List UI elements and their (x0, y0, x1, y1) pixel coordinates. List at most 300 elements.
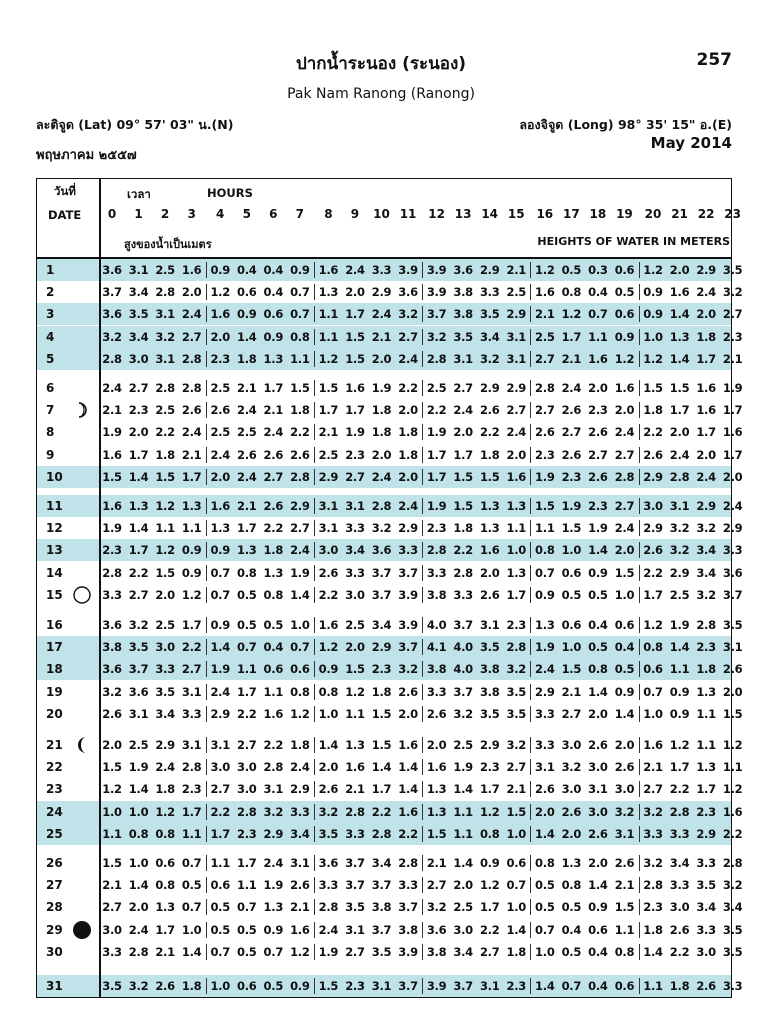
tide-height: 0.4 (263, 263, 284, 277)
tide-height: 0.5 (535, 900, 555, 915)
tide-height: 1.7 (722, 403, 743, 418)
tide-height: 3.4 (155, 706, 175, 721)
tide-height: 0.4 (588, 979, 608, 993)
tide-height: 0.9 (669, 684, 690, 699)
hour-group-separator (206, 498, 207, 514)
tide-height: 1.5 (561, 662, 582, 677)
tide-height: 1.9 (426, 425, 447, 440)
tide-height: 2.6 (561, 804, 582, 819)
tide-height: 2.7 (102, 900, 122, 915)
tide-height: 0.6 (561, 618, 582, 632)
tide-height: 1.2 (318, 640, 339, 655)
tide-height: 1.6 (318, 263, 339, 277)
tide-height: 2.1 (506, 782, 526, 797)
tide-height: 1.8 (696, 329, 716, 344)
hour-group-separator (422, 922, 423, 938)
tide-height: 3.5 (722, 944, 743, 959)
tide-height: 0.4 (588, 944, 608, 959)
hour-label: 8 (324, 207, 333, 221)
tide-height: 1.1 (696, 738, 716, 752)
hour-group-separator (639, 617, 640, 633)
tide-height: 1.2 (643, 351, 663, 366)
day-number: 9 (46, 447, 55, 462)
day-number: 2 (46, 285, 55, 300)
tide-height: 3.3 (102, 944, 122, 959)
tide-height: 2.9 (479, 381, 500, 395)
tide-height: 3.3 (696, 856, 716, 870)
hour-group-separator (422, 447, 423, 463)
tide-height: 2.6 (561, 447, 582, 462)
tide-height: 2.5 (506, 285, 526, 300)
tide-height: 2.0 (426, 738, 447, 752)
tide-height: 2.2 (237, 706, 257, 721)
tide-height: 3.2 (155, 329, 175, 344)
hour-group-separator (422, 262, 423, 278)
tide-height: 1.8 (669, 979, 690, 993)
tide-height: 2.4 (614, 521, 635, 536)
hour-group-separator (422, 826, 423, 842)
tide-height: 2.4 (398, 499, 418, 513)
tide-height: 2.6 (643, 543, 663, 558)
tide-height: 2.0 (398, 403, 418, 418)
new-moon-icon (72, 920, 92, 940)
tide-height: 1.2 (614, 351, 635, 366)
hour-group-separator (422, 306, 423, 322)
tide-height: 0.6 (588, 922, 608, 937)
tide-height: 3.6 (102, 307, 122, 322)
tide-height: 1.7 (181, 469, 202, 484)
tide-height: 2.8 (181, 381, 202, 395)
tide-height: 0.7 (535, 922, 555, 937)
tide-height: 1.7 (237, 521, 257, 536)
tide-height: 1.0 (318, 706, 339, 721)
tide-height: 3.0 (155, 640, 175, 655)
tide-height: 2.9 (290, 782, 310, 797)
tide-height: 2.5 (669, 587, 690, 602)
tide-height: 3.5 (371, 944, 392, 959)
tide-height: 1.9 (128, 760, 149, 775)
tide-height: 1.2 (318, 351, 339, 366)
tide-height: 1.2 (479, 878, 500, 893)
tide-height: 2.2 (371, 804, 392, 819)
hour-group-separator (206, 380, 207, 396)
tide-height: 1.5 (614, 565, 635, 580)
tide-height: 1.9 (588, 521, 608, 536)
tide-height: 0.9 (290, 263, 310, 277)
tide-height: 2.6 (588, 425, 608, 440)
tide-height: 2.9 (696, 826, 716, 841)
tide-height: 0.7 (535, 565, 555, 580)
tide-height: 2.7 (128, 587, 149, 602)
tide-height: 0.9 (643, 285, 663, 300)
tide-height: 1.1 (669, 662, 690, 677)
tide-height: 3.2 (669, 521, 690, 536)
tide-height: 2.1 (237, 381, 257, 395)
tide-height: 2.2 (263, 521, 284, 536)
tide-height: 3.2 (696, 521, 716, 536)
tide-height: 0.5 (535, 878, 555, 893)
hour-group-separator (422, 351, 423, 367)
header-divider (36, 257, 732, 259)
tide-height: 3.7 (371, 587, 392, 602)
tide-height: 2.4 (371, 307, 392, 322)
day-number: 5 (46, 351, 55, 366)
tide-height: 2.7 (722, 307, 743, 322)
hour-label: 12 (428, 207, 445, 221)
tide-height: 1.4 (210, 640, 230, 655)
tide-height: 1.4 (588, 878, 608, 893)
tide-height: 2.5 (426, 381, 447, 395)
tide-height: 2.2 (426, 403, 447, 418)
tide-height: 2.8 (345, 804, 365, 819)
hour-group-separator (206, 617, 207, 633)
tide-height: 1.3 (318, 285, 339, 300)
tide-height: 2.6 (398, 684, 418, 699)
tide-height: 3.1 (155, 351, 175, 366)
tide-height: 2.9 (722, 521, 743, 536)
tide-height: 3.9 (398, 263, 418, 277)
tide-height: 0.6 (561, 565, 582, 580)
tide-height: 1.3 (426, 804, 447, 819)
tide-height: 0.5 (181, 878, 202, 893)
tide-height: 1.6 (102, 447, 122, 462)
tide-height: 1.5 (155, 469, 175, 484)
tide-height: 2.0 (588, 706, 608, 721)
tide-height: 0.5 (263, 618, 284, 632)
tide-height: 1.1 (181, 826, 202, 841)
tide-height: 3.4 (371, 856, 392, 870)
tide-height: 0.9 (479, 856, 500, 870)
hour-group-separator (639, 329, 640, 345)
tide-height: 2.4 (290, 543, 310, 558)
tide-height: 3.1 (345, 499, 365, 513)
tide-height: 1.2 (643, 618, 663, 632)
tide-height: 0.5 (237, 922, 257, 937)
tide-height: 1.6 (263, 706, 284, 721)
tide-height: 1.2 (290, 706, 310, 721)
day-number: 28 (46, 900, 63, 915)
tide-height: 2.4 (102, 381, 122, 395)
tide-height: 1.0 (561, 640, 582, 655)
tide-height: 1.9 (535, 469, 555, 484)
tide-height: 2.7 (506, 760, 526, 775)
tide-height: 3.5 (128, 307, 149, 322)
hour-group-separator (206, 978, 207, 994)
tide-height: 3.5 (479, 640, 500, 655)
tide-height: 3.3 (398, 543, 418, 558)
hour-group-separator (314, 877, 315, 893)
tide-height: 1.8 (371, 684, 392, 699)
tide-height: 2.6 (290, 878, 310, 893)
tide-height: 1.3 (181, 499, 202, 513)
tide-height: 1.5 (453, 499, 473, 513)
tide-height: 1.1 (318, 329, 339, 344)
tide-height: 3.2 (398, 307, 418, 322)
tide-height: 2.3 (588, 403, 608, 418)
tide-height: 1.7 (506, 587, 526, 602)
hour-label: 19 (616, 207, 633, 221)
tide-height: 2.6 (561, 403, 582, 418)
tide-height: 3.3 (155, 662, 175, 677)
tide-height: 2.3 (535, 447, 555, 462)
hour-label: 13 (454, 207, 472, 221)
tide-height: 2.9 (318, 469, 339, 484)
tide-height: 0.6 (290, 662, 310, 677)
tide-height: 1.2 (155, 499, 175, 513)
tide-height: 1.2 (181, 587, 202, 602)
tide-height: 1.7 (237, 856, 257, 870)
tide-height: 0.7 (181, 856, 202, 870)
tide-height: 2.0 (614, 543, 635, 558)
latitude: ละติจูด (Lat) 09° 57' 03" น.(N) (36, 117, 234, 132)
tide-height: 0.8 (561, 878, 582, 893)
hour-label: 17 (562, 207, 580, 221)
tide-height: 1.0 (181, 922, 202, 937)
tide-height: 2.0 (588, 856, 608, 870)
tide-height: 0.4 (588, 285, 608, 300)
tide-height: 1.2 (155, 804, 175, 819)
tide-height: 2.1 (561, 684, 582, 699)
tide-height: 2.8 (155, 381, 175, 395)
hour-group-separator (530, 402, 531, 418)
tide-height: 3.7 (371, 878, 392, 893)
tide-height: 3.3 (318, 878, 339, 893)
tide-height: 1.1 (155, 521, 175, 536)
tide-height: 2.4 (371, 469, 392, 484)
tide-height: 1.2 (722, 782, 743, 797)
tide-height: 3.1 (181, 738, 202, 752)
hour-group-separator (314, 587, 315, 603)
tide-height: 3.0 (588, 804, 608, 819)
tide-height: 2.1 (614, 878, 635, 893)
tide-height: 1.5 (371, 738, 392, 752)
tide-height: 2.7 (561, 425, 582, 440)
tide-height: 3.0 (561, 738, 582, 752)
hour-group-separator (314, 826, 315, 842)
tide-height: 1.5 (614, 900, 635, 915)
tide-height: 0.7 (561, 979, 582, 993)
tide-height: 0.9 (263, 922, 284, 937)
hour-group-separator (422, 469, 423, 485)
tide-height: 0.7 (237, 640, 257, 655)
tide-height: 2.7 (479, 944, 500, 959)
tide-height: 2.0 (722, 469, 743, 484)
tide-height: 1.5 (453, 469, 473, 484)
tide-height: 1.0 (643, 329, 663, 344)
hour-group-separator (314, 617, 315, 633)
tide-height: 0.9 (210, 543, 230, 558)
tide-height: 3.9 (398, 587, 418, 602)
tide-height: 1.5 (426, 826, 447, 841)
tide-height: 1.7 (479, 900, 500, 915)
tide-height: 1.9 (722, 381, 743, 395)
tide-height: 3.9 (398, 618, 418, 632)
tide-height: 1.2 (210, 285, 230, 300)
hour-group-separator (639, 306, 640, 322)
tide-height: 1.8 (181, 979, 202, 993)
tide-height: 3.5 (506, 706, 526, 721)
day-number: 24 (46, 804, 63, 819)
tide-height: 1.6 (696, 381, 716, 395)
tide-height: 3.1 (614, 826, 635, 841)
hour-group-separator (314, 447, 315, 463)
tide-height: 1.6 (722, 425, 743, 440)
hours-header: HOURS (207, 186, 253, 200)
tide-height: 2.2 (669, 944, 690, 959)
tide-height: 3.5 (345, 900, 365, 915)
tide-height: 0.6 (237, 285, 257, 300)
day-number: 4 (46, 329, 55, 344)
tide-height: 0.8 (263, 587, 284, 602)
tide-height: 3.3 (722, 543, 743, 558)
tide-height: 3.2 (426, 900, 447, 915)
tide-height: 0.6 (643, 662, 663, 677)
tide-height: 1.8 (506, 944, 526, 959)
tide-height: 0.7 (290, 307, 310, 322)
tide-height: 1.8 (398, 425, 418, 440)
tide-height: 3.0 (669, 900, 690, 915)
hour-group-separator (314, 661, 315, 677)
hour-group-separator (422, 329, 423, 345)
hour-group-separator (206, 706, 207, 722)
tide-height: 0.9 (669, 706, 690, 721)
tide-height: 2.8 (128, 944, 149, 959)
tide-height: 3.2 (479, 351, 500, 366)
tide-height: 0.8 (237, 565, 257, 580)
tide-height: 3.7 (453, 979, 473, 993)
tide-height: 2.1 (237, 499, 257, 513)
day-header-thai: วันที่ (54, 184, 76, 198)
tide-height: 1.9 (263, 878, 284, 893)
hour-group-separator (206, 899, 207, 915)
tide-height: 2.4 (722, 499, 743, 513)
tide-height: 2.3 (506, 979, 526, 993)
hour-label: 21 (671, 207, 688, 221)
tide-height: 3.6 (318, 856, 339, 870)
tide-height: 1.8 (398, 447, 418, 462)
hour-group-separator (639, 978, 640, 994)
tide-height: 0.7 (588, 307, 608, 322)
day-number: 26 (46, 856, 63, 870)
tide-height: 2.7 (345, 944, 365, 959)
hour-group-separator (639, 855, 640, 871)
tide-height: 0.7 (210, 565, 230, 580)
tide-height: 1.9 (669, 618, 690, 632)
tide-height: 3.5 (722, 618, 743, 632)
tide-height: 1.7 (696, 782, 716, 797)
tide-height: 1.1 (345, 706, 365, 721)
tide-height: 1.5 (318, 979, 339, 993)
hour-group-separator (422, 587, 423, 603)
hour-group-separator (530, 447, 531, 463)
tide-height: 2.5 (155, 263, 175, 277)
tide-height: 2.8 (614, 469, 635, 484)
tide-height: 2.3 (643, 900, 663, 915)
hour-group-separator (422, 661, 423, 677)
hour-group-separator (639, 402, 640, 418)
hour-group-separator (422, 284, 423, 300)
tide-height: 3.5 (155, 684, 175, 699)
tide-height: 0.8 (479, 826, 500, 841)
hour-group-separator (639, 380, 640, 396)
tide-height: 2.0 (371, 447, 392, 462)
tide-height: 3.8 (371, 900, 392, 915)
tide-height: 2.7 (181, 329, 202, 344)
hour-group-separator (206, 542, 207, 558)
tide-height: 2.4 (696, 469, 716, 484)
tide-height: 3.4 (371, 618, 392, 632)
hour-label: 11 (399, 207, 417, 221)
longitude: ลองจิจูด (Long) 98° 35' 15" อ.(E) (519, 117, 732, 132)
tide-height: 0.9 (318, 662, 339, 677)
tide-height: 3.4 (696, 900, 716, 915)
tide-height: 1.6 (181, 263, 202, 277)
tide-height: 1.5 (506, 804, 526, 819)
tide-height: 0.9 (210, 618, 230, 632)
tide-height: 0.5 (237, 944, 257, 959)
tide-height: 2.8 (371, 499, 392, 513)
tide-height: 2.1 (181, 447, 202, 462)
tide-height: 2.1 (318, 425, 339, 440)
first-quarter-moon-icon (72, 400, 92, 420)
tide-height: 3.7 (453, 618, 473, 632)
tide-height: 3.9 (426, 979, 447, 993)
tide-height: 2.7 (345, 469, 365, 484)
tide-height: 0.9 (614, 684, 635, 699)
day-number: 11 (46, 499, 63, 513)
tide-height: 3.3 (453, 587, 473, 602)
tide-height: 3.6 (453, 263, 473, 277)
tide-height: 2.6 (318, 782, 339, 797)
tide-height: 0.8 (128, 826, 149, 841)
tide-height: 1.4 (128, 878, 149, 893)
tide-height: 2.7 (237, 738, 257, 752)
heights-label-english: HEIGHTS OF WATER IN METERS (537, 235, 730, 248)
tide-height: 1.6 (643, 738, 663, 752)
tide-height: 3.6 (102, 618, 122, 632)
tide-height: 2.4 (669, 447, 690, 462)
hour-group-separator (530, 804, 531, 820)
tide-height: 3.2 (614, 804, 635, 819)
tide-height: 3.1 (210, 738, 230, 752)
tide-height: 3.0 (561, 782, 582, 797)
hour-group-separator (206, 469, 207, 485)
tide-height: 0.6 (237, 979, 257, 993)
tide-height: 1.7 (318, 403, 339, 418)
tide-height: 2.1 (102, 878, 122, 893)
tide-height: 1.4 (128, 782, 149, 797)
hour-group-separator (639, 706, 640, 722)
hour-group-separator (422, 542, 423, 558)
tide-height: 1.5 (561, 521, 582, 536)
tide-height: 1.4 (453, 782, 473, 797)
day-number: 10 (46, 469, 63, 484)
day-number: 7 (46, 403, 55, 418)
tide-height: 3.8 (453, 285, 473, 300)
tide-height: 3.5 (453, 329, 473, 344)
tide-height: 1.1 (722, 760, 743, 775)
tide-height: 1.9 (102, 425, 122, 440)
tide-height: 1.3 (506, 565, 526, 580)
tide-height: 2.8 (102, 565, 122, 580)
tide-height: 2.4 (290, 760, 310, 775)
tide-height: 1.6 (426, 760, 447, 775)
tide-height: 3.2 (561, 760, 582, 775)
tide-height: 3.2 (643, 856, 663, 870)
tide-height: 3.7 (426, 307, 447, 322)
tide-height: 0.4 (614, 640, 635, 655)
tide-height: 3.1 (453, 351, 473, 366)
